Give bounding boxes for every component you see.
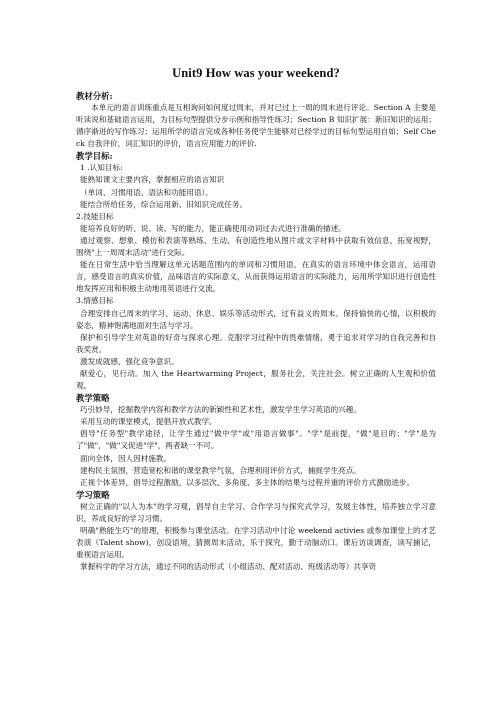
paragraph: 能熟知课文主要内容，掌握相应的语言知识 [80,175,225,185]
paragraph: 2.技能目标 [76,211,114,221]
document-title: Unit9 How was your weekend? [172,66,340,80]
section-heading: 教材分析: [76,91,113,101]
paragraph: 激发成就感，强化竞争意识。 [80,356,179,366]
paragraph: 献爱心，见行动。加入 the Heartwarming Project，服务社会，关注社会。树立正确的人生观和价值观。 [76,368,436,391]
paragraph: 合理安排自己周末的学习、运动、休息、娱乐等活动形式，过有益义的周末。保持愉快的心情，以积极的姿态，精神饱满地面对生活与学习。 [76,308,436,330]
paragraph: 3.情感目标 [76,296,114,306]
paragraph: （单词、习惯用语、语法和功能用语）。 [80,187,213,197]
paragraph: 能结合所给任务，综合运用新、旧知识完成任务。 [80,199,248,209]
paragraph: 面向全体，因人因材施教。 [80,453,172,463]
document-body [76,90,436,573]
paragraph: 能培养良好的听、说、读、写的能力，能正确使用动词过去式进行准确的描述。 [80,223,346,233]
paragraph: 建构民主氛围，营造宽松和谐的课堂教学气氛，合理利用评价方式，捕捉学生亮点。 [80,465,361,475]
paragraph: 1 .认知目标: [80,163,123,173]
paragraph: 保护和引导学生对英语的好奇与探求心理。克服学习过程中的畏难情绪，勇于追求对学习的自我完善和自我奖赏。 [76,332,436,354]
paragraph: 掌握科学的学习方法，通过不同的活动形式（小组活动、配对活动、班级活动等）共享资 [80,562,377,572]
paragraph: 巧引妙导，挖掘教学内容和教学方法的新颖性和艺术性，激发学生学习英语的兴趣。 [80,405,361,415]
paragraph: 能在日常生活中恰当理解这单元话题范围内的单词和习惯用语，在真实的语言环境中体会语言，运用语言，感受语言的真实价值，品味语言的实际意义，从而获得运用语言的实际能力，运用所学知识进行创造性地发挥应用和积极主动地用英语进行交流。 [76,260,436,294]
section-heading: 学习策略 [76,489,110,500]
section-heading: 教学目标: [76,151,113,162]
paragraph: 倡导"任务型"教学途径，让学生通过"做中学"或"用语言做事"。"学"是前提，"做"是目的；"学"是为了"做"，"做"又促进"学"，两者缺一不可。 [76,429,436,451]
paragraph: 通过观察、想象、模仿和表演等熟练、生动、有创造性地从图片或文字材料中获取有效信息，拓宽视野，围绕"上一周周末活动"进行交际。 [76,235,436,258]
paragraph: 正视个体差异，倡导过程激励，以多层次、多角度、多主体的结果与过程并重的评价方式激励进步。 [80,477,415,487]
paragraph: 采用互动的课堂模式，提倡开放式教学。 [80,417,217,427]
paragraph: 本单元的语言训练重点是互相询问如何度过周末，并对已过上一周的周末进行评论。Section A 主要是听读说和基础语言运用，为目标句型提供分步示例和指导性练习；Section B 知识扩展：新旧知识的运用；循序渐进的写作练习；运用所学的语言完成各种任务使学生能够对已经学过的目标句型运用自如；Self Check 自我评价，词汇知识的评价，语言应用能力的评价. [76,103,436,149]
paragraph: 明确"熟能生巧"的原理，积极参与课堂活动。在学习活动中讨论 weekend activies 或参加课堂上的才艺表演（Talent show)，创设语境，猜测周末活动，乐于探究，勤于动脑动口。课后访谈调查，读写捕记，重视语言运用。 [76,526,436,560]
section-heading: 教学策略 [76,393,110,404]
paragraph: 树立正确的"以人为本"的学习观，倡导自主学习、合作学习与探究式学习，发展主体性，培养独立学习意识，养成良好的学习习惯。 [76,501,436,523]
